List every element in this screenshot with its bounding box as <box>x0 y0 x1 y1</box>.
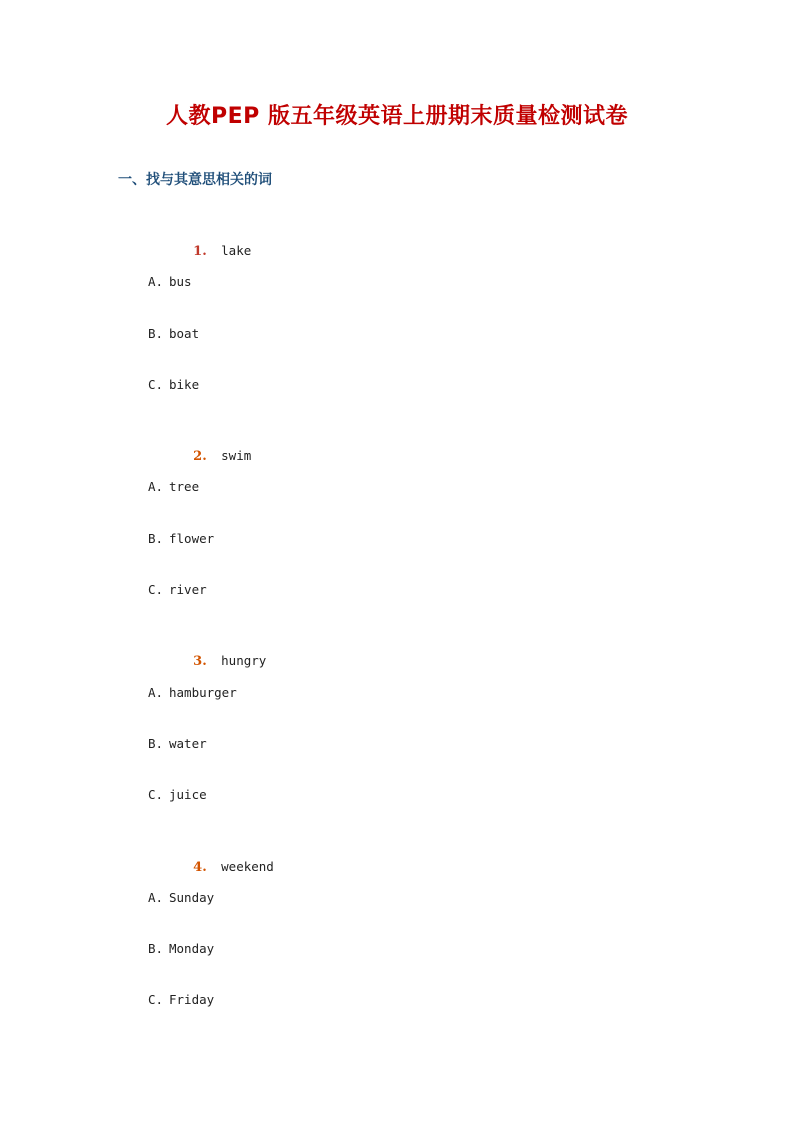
question-number: 4. <box>193 859 207 875</box>
option-text: Friday <box>169 992 215 1008</box>
option-text: bus <box>169 274 192 290</box>
question-3 <box>148 631 274 836</box>
option-text: water <box>169 735 207 751</box>
question-stem <box>148 426 274 477</box>
option-text: juice <box>169 787 207 803</box>
option-letter: C. <box>148 582 164 598</box>
option-c[interactable] <box>148 580 274 631</box>
option-text: boat <box>169 325 200 341</box>
option-letter: A. <box>148 274 164 290</box>
question-list <box>148 221 274 1042</box>
option-text: river <box>169 582 207 598</box>
option-a[interactable] <box>148 272 274 323</box>
page-title: 人教PEP 版五年级英语上册期末质量检测试卷 <box>166 104 628 129</box>
option-letter: C. <box>148 376 164 392</box>
option-letter: C. <box>148 992 164 1008</box>
question-1 <box>148 221 274 426</box>
option-letter: A. <box>148 889 164 905</box>
option-text: tree <box>169 479 200 495</box>
question-stem <box>148 631 274 682</box>
question-stem <box>148 221 274 272</box>
option-a[interactable] <box>148 477 274 528</box>
question-4 <box>148 837 274 1042</box>
option-text: hamburger <box>169 684 237 700</box>
option-b[interactable] <box>148 734 274 785</box>
question-word: swim <box>221 448 252 464</box>
option-c[interactable] <box>148 375 274 426</box>
question-number: 3. <box>193 654 207 670</box>
option-letter: B. <box>148 941 164 957</box>
option-text: bike <box>169 376 200 392</box>
option-a[interactable] <box>148 683 274 734</box>
question-2 <box>148 426 274 631</box>
question-word: weekend <box>221 858 274 874</box>
question-number: 1. <box>193 244 207 259</box>
option-b[interactable] <box>148 324 274 375</box>
option-b[interactable] <box>148 529 274 580</box>
question-stem <box>148 837 274 888</box>
question-word: lake <box>221 243 252 258</box>
option-text: flower <box>169 530 215 546</box>
option-c[interactable] <box>148 785 274 836</box>
option-letter: C. <box>148 787 164 803</box>
option-text: Sunday <box>169 889 215 905</box>
option-letter: A. <box>148 684 164 700</box>
section-heading: 一、找与其意思相关的词 <box>118 172 272 188</box>
option-letter: A. <box>148 479 164 495</box>
option-b[interactable] <box>148 939 274 990</box>
option-letter: B. <box>148 735 164 751</box>
option-text: Monday <box>169 941 215 957</box>
option-c[interactable] <box>148 990 274 1041</box>
question-word: hungry <box>221 653 267 669</box>
question-number: 2. <box>193 449 207 465</box>
option-a[interactable] <box>148 888 274 939</box>
option-letter: B. <box>148 530 164 546</box>
option-letter: B. <box>148 325 164 341</box>
